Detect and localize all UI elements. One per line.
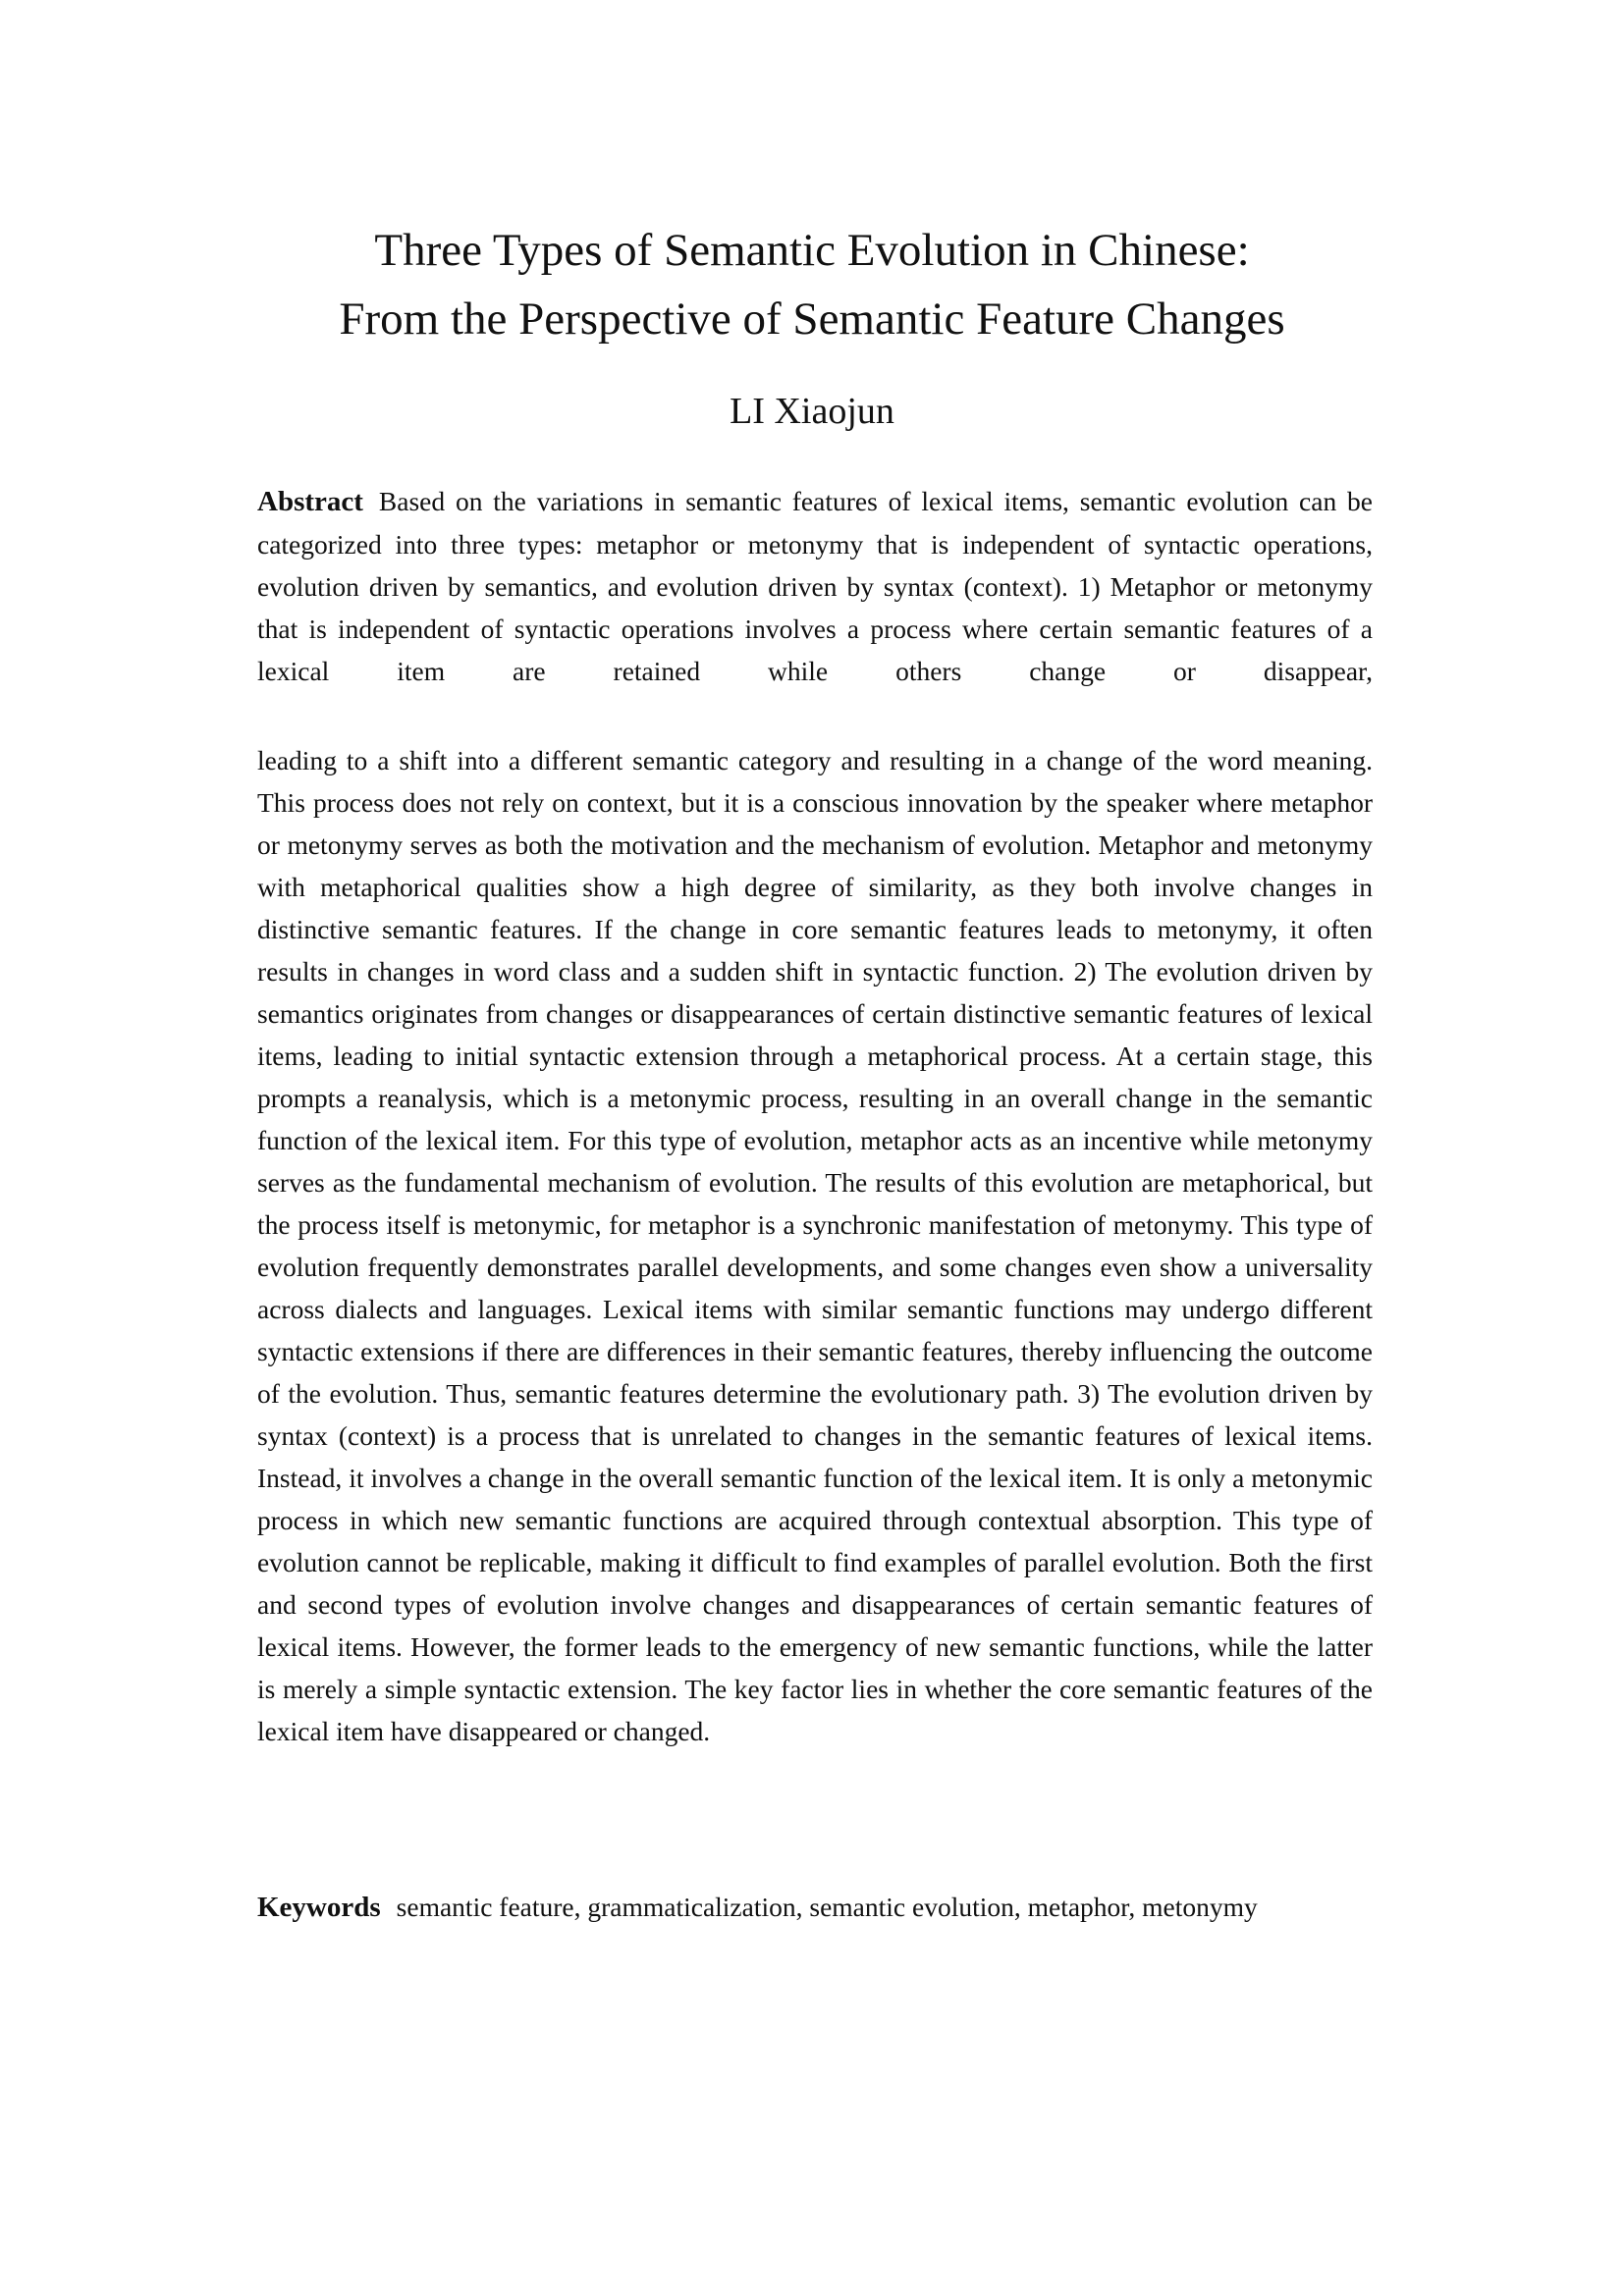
keywords-text: semantic feature, grammaticalization, semantic evolution, metaphor, metonymy (396, 1892, 1258, 1922)
abstract-text-2: leading to a shift into a different semantic category and resulting in a change of the word meaning. This process does not rely on context, but it is a conscious innovation by the speaker where metaphor or metonymy serves as both the motivation and the mechanism of evolution. Metaphor and metonymy with metaphorical qualities show a high degree of similarity, as they both involve changes in distinctive semantic features. If the change in core semantic features leads to metonymy, it often results in changes in word class and a sudden shift in syntactic function. 2) The evolution driven by semantics originates from changes or disappearances of certain distinctive semantic features of lexical items, leading to initial syntactic extension through a metaphorical process. At a certain stage, this prompts a reanalysis, which is a metonymic process, resulting in an overall change in the semantic function of the lexical item. For this type of evolution, metaphor acts as an incentive while metonymy serves as the fundamental mechanism of evolution. The results of this evolution are metaphorical, but the process itself is metonymic, for metaphor is a synchronic manifestation of metonymy. This type of evolution frequently demonstrates parallel developments, and some changes even show a universality across dialects and languages. Lexical items with similar semantic functions may undergo different syntactic extensions if there are differences in their semantic features, thereby influencing the outcome of the evolution. Thus, semantic features determine the evolutionary path. 3) The evolution driven by syntax (context) is a process that is unrelated to changes in the semantic features of lexical items. Instead, it involves a change in the overall semantic function of the lexical item. It is only a metonymic process in which new semantic functions are acquired through contextual absorption. This type of evolution cannot be replicable, making it difficult to find examples of parallel evolution. Both the first and second types of evolution involve changes and disappearances of certain semantic features of lexical items. However, the former leads to the emergency of new semantic functions, while the latter is merely a simple syntactic extension. The key factor lies in whether the core semantic features of the lexical item have disappeared or changed. (257, 745, 1373, 1746)
title-line-1: Three Types of Semantic Evolution in Chinese: (374, 225, 1250, 276)
keywords-label: Keywords (257, 1892, 381, 1923)
abstract-paragraph-1 (257, 480, 1373, 692)
abstract-paragraph-2 (257, 739, 1373, 1752)
author-name: LI Xiaojun (730, 391, 894, 432)
title-line-2: From the Perspective of Semantic Feature Changes (339, 294, 1285, 345)
abstract-text-1: Based on the variations in semantic features of lexical items, semantic evolution can be categorized into three types: metaphor or metonymy that is independent of syntactic operations, evolution driven by semantics, and evolution driven by syntax (context). 1) Metaphor or metonymy that is independent of syntactic operations involves a process where certain semantic features of a lexical item are retained while others change or disappear, (257, 486, 1373, 686)
paper-title (0, 216, 1624, 353)
keywords-line (257, 1886, 1373, 1929)
abstract-label: Abstract (257, 486, 363, 517)
